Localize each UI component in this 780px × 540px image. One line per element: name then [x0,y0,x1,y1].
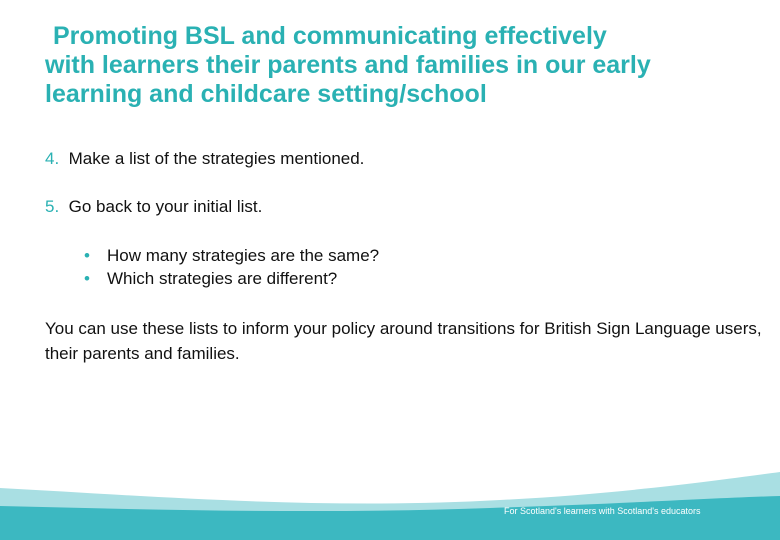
step-4 [45,149,364,169]
step-number: 4. [45,149,60,168]
bullet-text: Which strategies are different? [107,269,338,288]
footer-tagline: For Scotland's learners with Scotland's educators [504,506,701,516]
title-line-1: Promoting BSL and communicating effectively [53,22,607,50]
title-line-2: with learners their parents and families in our early [45,51,651,79]
slide-title [45,22,765,109]
note-paragraph: You can use these lists to inform your policy around transitions for British Sign Language users, their parents and families. [45,319,762,363]
bullet-icon: • [84,246,90,265]
step-number: 5. [45,197,60,216]
bullet-text: How many strategies are the same? [107,246,380,265]
step-text: Go back to your initial list. [68,197,263,216]
list-item [84,267,379,290]
title-line-3: learning and childcare setting/school [45,80,487,108]
bullet-icon: • [84,269,90,288]
bullet-list [84,244,379,290]
step-text: Make a list of the strategies mentioned. [68,149,365,168]
list-item [84,244,379,267]
step-5 [45,197,262,217]
